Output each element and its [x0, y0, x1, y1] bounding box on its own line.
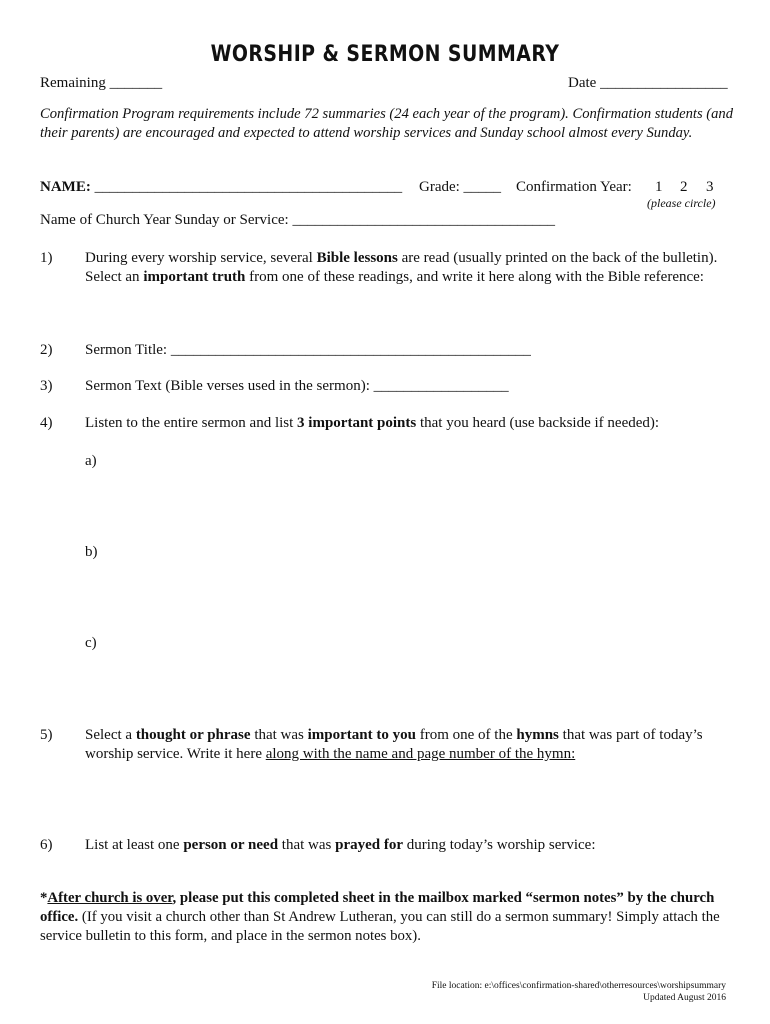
- q1-line2: Select an important truth from one of these readings, and write it here along with the Bible reference:: [85, 269, 704, 285]
- date-field: Date _________________: [568, 75, 728, 91]
- q3-number: 3): [40, 378, 53, 394]
- updated-date: Updated August 2016: [643, 993, 726, 1003]
- remaining-field: Remaining _______: [40, 75, 163, 91]
- confirmation-year-label: Confirmation Year:: [516, 179, 632, 195]
- q5-line1: Select a thought or phrase that was important to you from one of the hymns that was part of today’s: [85, 727, 703, 743]
- q5-line2: worship service. Write it here along with the name and page number of the hymn:: [85, 746, 576, 762]
- name-blank: _________________________________________: [94, 179, 403, 195]
- grade-field: Grade: _____: [419, 179, 502, 195]
- q4-text: Listen to the entire sermon and list 3 important points that you heard (use backside if needed):: [85, 415, 660, 431]
- page-title: WORSHIP & SERMON SUMMARY: [210, 42, 560, 67]
- please-circle-note: (please circle): [647, 196, 716, 210]
- q4-number: 4): [40, 415, 53, 431]
- q5-number: 5): [40, 727, 53, 743]
- q2-number: 2): [40, 342, 53, 358]
- q6-number: 6): [40, 837, 53, 853]
- year-option-3: 3: [706, 179, 714, 195]
- q4-point-a: a): [85, 453, 97, 469]
- instructions-note: *After church is over, please put this completed sheet in the mailbox marked “sermon notes” by the church office. (If you visit a church other than St Andrew Lutheran, you can still do a sermon summary! Simply attach the service bulletin to this form, and place in the sermon notes box).: [40, 890, 720, 944]
- q1-line1: During every worship service, several Bible lessons are read (usually printed on the back of the bulletin).: [85, 250, 718, 266]
- q4-point-c: c): [85, 635, 97, 651]
- church-year-field: Name of Church Year Sunday or Service: ___________________________________: [40, 212, 555, 228]
- year-option-1: 1: [655, 179, 663, 195]
- year-option-2: 2: [680, 179, 688, 195]
- name-label: NAME:: [40, 179, 91, 195]
- q3-sermon-text: Sermon Text (Bible verses used in the sermon): __________________: [85, 378, 509, 394]
- name-row: [40, 178, 402, 196]
- q1-number: 1): [40, 250, 53, 266]
- intro-paragraph: Confirmation Program requirements include 72 summaries (24 each year of the program). Confirmation students (and their parents) are encouraged and expected to attend worship services and Sunday school almost every Sunday.: [40, 106, 734, 141]
- q6-text: List at least one person or need that was prayed for during today’s worship service:: [85, 837, 596, 853]
- file-location: File location: e:\offices\confirmation-shared\otherresources\worshipsummary: [431, 981, 726, 991]
- q4-point-b: b): [85, 544, 98, 560]
- q2-sermon-title: Sermon Title: ________________________________________________: [85, 342, 531, 358]
